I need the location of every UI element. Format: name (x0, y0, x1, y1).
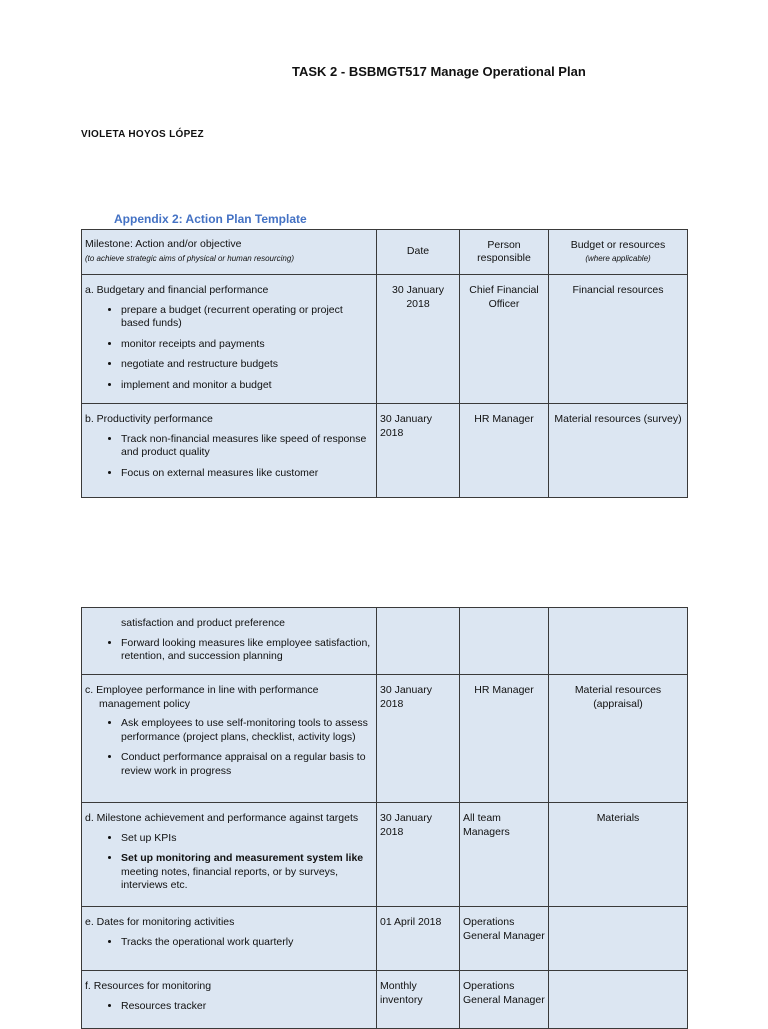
row-f-resources (549, 971, 688, 1029)
row-a-date: 30 January 2018 (377, 275, 460, 404)
row-f-date: Monthly inventory (377, 971, 460, 1029)
author-name: VIOLETA HOYOS LÓPEZ (81, 129, 204, 140)
row-c-bullets (85, 717, 373, 778)
row-a-milestone (82, 275, 377, 404)
row-f-milestone (82, 971, 377, 1029)
header-budget (549, 230, 688, 275)
list-item: • Ask employees to use self-monitoring tools to assess performance (project plans, checklist, activity logs) (121, 717, 373, 744)
header-milestone (82, 230, 377, 275)
row-d-bullets (85, 832, 373, 893)
header-person: Person responsible (460, 230, 549, 275)
table-row-d (82, 803, 688, 907)
table-row-c (82, 675, 688, 803)
list-item: • prepare a budget (recurrent operating or project based funds) (121, 304, 373, 331)
row-e-milestone (82, 907, 377, 971)
row-b-date: 30 January 2018 (377, 404, 460, 498)
header-date: Date (377, 230, 460, 275)
table-row-b (82, 404, 688, 498)
row-d-heading: d. Milestone achievement and performance against targets (85, 812, 359, 824)
row-b-continuation-text: satisfaction and product preference (121, 617, 286, 629)
row-b-person: HR Manager (460, 404, 549, 498)
row-c-resources: Material resources (appraisal) (549, 675, 688, 803)
row-b-bullets (85, 433, 373, 481)
row-f-bullets (85, 1000, 373, 1014)
row-b-milestone (82, 404, 377, 498)
table-row-e (82, 907, 688, 971)
row-b-continued-person (460, 608, 549, 675)
row-d-milestone (82, 803, 377, 907)
row-c-heading: c. Employee performance in line with performance management policy (85, 684, 319, 710)
header-milestone-label: Milestone: Action and/or objective (85, 238, 242, 250)
list-item: • Track non-financial measures like speed of response and product quality (121, 433, 373, 460)
list-item: • implement and monitor a budget (121, 379, 373, 393)
list-item: • negotiate and restructure budgets (121, 358, 373, 372)
list-item (121, 852, 373, 893)
list-item: • Forward looking measures like employee satisfaction, retention, and succession planning (121, 637, 373, 664)
header-budget-label: Budget or resources (570, 238, 666, 251)
table-row-f (82, 971, 688, 1029)
row-d-person: All team Managers (460, 803, 549, 907)
row-a-heading: a. Budgetary and financial performance (85, 284, 269, 296)
row-e-bullets (85, 936, 373, 950)
header-budget-sub: (where applicable) (585, 254, 651, 263)
row-d-resources: Materials (549, 803, 688, 907)
action-plan-table-part-2 (81, 607, 688, 1029)
row-e-person: Operations General Manager (460, 907, 549, 971)
table-row-b-continued (82, 608, 688, 675)
action-plan-table-part-1 (81, 229, 688, 498)
row-b-continued-date (377, 608, 460, 675)
row-f-person: Operations General Manager (460, 971, 549, 1029)
row-f-heading: f. Resources for monitoring (85, 980, 212, 992)
row-b-continued-resources (549, 608, 688, 675)
list-item: • Set up KPIs (121, 832, 373, 846)
row-a-resources: Financial resources (549, 275, 688, 404)
list-item: • Resources tracker (121, 1000, 373, 1014)
row-d-bold-text: Set up monitoring and measurement system like (121, 852, 364, 864)
row-d-date: 30 January 2018 (377, 803, 460, 907)
row-e-date: 01 April 2018 (377, 907, 460, 971)
document-title: TASK 2 - BSBMGT517 Manage Operational Plan (292, 64, 586, 79)
row-a-bullets (85, 304, 373, 393)
row-d-rest-text: meeting notes, financial reports, or by surveys, interviews etc. (121, 865, 339, 891)
row-e-heading: e. Dates for monitoring activities (85, 916, 235, 928)
row-e-resources (549, 907, 688, 971)
header-milestone-sub: (to achieve strategic aims of physical or human resourcing) (85, 253, 294, 263)
row-c-date: 30 January 2018 (377, 675, 460, 803)
row-b-resources: Material resources (survey) (549, 404, 688, 498)
row-b-continued-bullets (85, 637, 373, 664)
row-b-continued-milestone (82, 608, 377, 675)
list-item: • Tracks the operational work quarterly (121, 936, 373, 950)
list-item: • monitor receipts and payments (121, 338, 373, 352)
table-header-row (82, 230, 688, 275)
row-b-heading: b. Productivity performance (85, 413, 213, 425)
appendix-heading: Appendix 2: Action Plan Template (114, 212, 307, 226)
row-a-person: Chief Financial Officer (460, 275, 549, 404)
row-c-milestone (82, 675, 377, 803)
list-item: • Focus on external measures like customer (121, 467, 373, 481)
row-c-person: HR Manager (460, 675, 549, 803)
table-row-a (82, 275, 688, 404)
list-item: • Conduct performance appraisal on a regular basis to review work in progress (121, 751, 373, 778)
